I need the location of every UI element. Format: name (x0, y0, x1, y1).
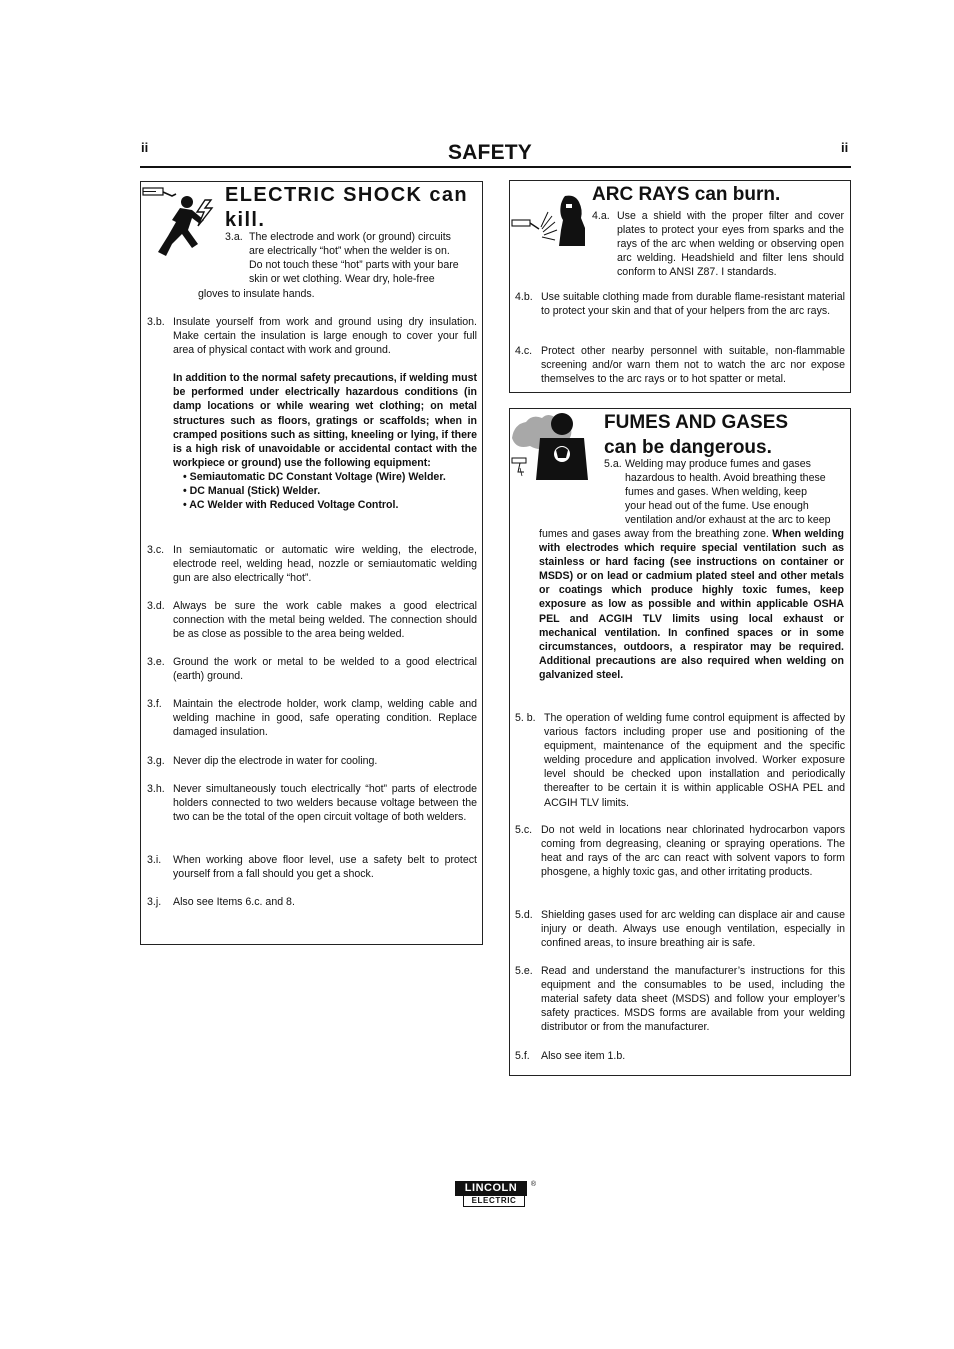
electric-shock-heading (225, 183, 477, 233)
item-5c-text: Do not weld in locations near chlorinated hydrocarbon vapors coming from degreasing, cleaning or spraying operations. The heat and rays of the arc can react with solvent vapors to form phosgene, a highly toxic gas, and other irritating products. (541, 824, 845, 879)
item-5e (515, 964, 845, 1034)
item-3b-warning: In addition to the normal safety precautions, if welding must be performed under electrically hazardous conditions (in damp locations or while wearing wet clothing; on metal structures such as floors, gratings or scaffolds; when in cramped positions such as sitting, kneeling or lying, if there is a high risk of unavoidable or accidental contact with the workpiece or ground) use the following equipment: (173, 372, 477, 469)
item-3i (147, 853, 477, 881)
item-4b (515, 290, 845, 318)
electric-shock-icon (142, 186, 222, 258)
item-4b-text: Use suitable clothing made from durable flame-resistant material to protect your skin and that of your helpers from the arc rays. (541, 291, 845, 318)
item-4b-label: 4.b. (515, 291, 533, 303)
item-3g (147, 754, 477, 768)
item-5b-label: 5. b. (515, 712, 536, 724)
electric-shock-heading-line2: kill. (225, 209, 266, 231)
item-5a (604, 457, 844, 527)
item-3j-label: 3.j. (147, 896, 162, 908)
lincoln-electric-logo (455, 1181, 536, 1207)
header-rule (140, 166, 851, 168)
item-5b (515, 711, 845, 810)
item-5a-line5: ventilation and/or exhaust at the arc to keep (625, 514, 831, 527)
item-3g-text: Never dip the electrode in water for cooling. (173, 755, 378, 767)
item-4c-text: Protect other nearby personnel with suitable, non-flammable screening and/or warn them not to watch the arc nor expose themselves to the arc rays or to hot spatter or metal. (541, 345, 845, 386)
item-3a-line1: The electrode and work (or ground) circuits (249, 231, 451, 243)
fumes-heading-line1: FUMES AND GASES (604, 412, 789, 433)
item-5a-line2: hazardous to health. Avoid breathing these (625, 472, 826, 485)
item-5e-text: Read and understand the manufacturer’s instructions for this equipment and the consumables to be used, including the material safety data sheet (MSDS) and follow your employer’s safety practices. MSDS forms are available from your welding distributor or from the manufacturer. (541, 965, 845, 1034)
arc-rays-icon (511, 194, 591, 248)
fumes-gases-icon (510, 410, 600, 482)
page-number-right: ii (841, 140, 849, 155)
item-5a-label: 5.a. (604, 458, 622, 470)
item-3e-label: 3.e. (147, 656, 165, 668)
item-5a-line3: fumes and gases. When welding, keep (625, 486, 807, 499)
item-4a (592, 209, 844, 279)
page-number-left: ii (141, 140, 149, 155)
item-3a-tail: gloves to insulate hands. (198, 288, 315, 300)
item-4a-text: Use a shield with the proper filter and cover plates to protect your eyes from sparks and the rays of the arc when welding or observing open arc welding. Headshield and filter lens should conform to ANSI Z87. I standards. (617, 210, 844, 279)
item-3j-text: Also see Items 6.c. and 8. (173, 896, 295, 908)
item-3j (147, 895, 477, 909)
item-3b (147, 315, 477, 512)
fumes-heading-line2: can be dangerous. (604, 437, 772, 458)
electric-shock-heading-line1: ELECTRIC SHOCK can (225, 184, 469, 206)
item-5a-continued (539, 527, 844, 682)
equipment-bullet-2: • DC Manual (Stick) Welder. (183, 485, 321, 498)
item-3a (225, 230, 477, 286)
item-3a-line2: are electrically “hot” when the welder is on. (249, 245, 450, 258)
item-5f-label: 5.f. (515, 1050, 530, 1062)
item-3h (147, 782, 477, 824)
item-5b-text: The operation of welding fume control equipment is affected by various factors including proper use and positioning of the equipment, maintenance of the equipment and the specific welding procedure and application involved. Worker exposure level should be checked upon installation and periodically thereafter to be certain it is within applicable OSHA PEL and ACGIH TLV limits. (544, 712, 845, 809)
item-3b-text: Insulate yourself from work and ground using dry insulation. Make certain the insulation is large enough to cover your full area of physical contact with work and ground. (173, 316, 477, 357)
logo-bottom-text: ELECTRIC (463, 1196, 525, 1207)
item-5a-line4: your head out of the fume. Use enough (625, 500, 809, 513)
item-3h-text: Never simultaneously touch electrically “hot” parts of electrode holders connected to two welders because voltage between the two can be the total of the open circuit voltage of both welders. (173, 783, 477, 824)
item-5a-warning: When welding with electrodes which require special ventilation such as stainless or hard facing (see instructions on container or MSDS) or on lead or cadmium plated steel and other metals or coatings which produce highly toxic fumes, keep exposure as low as possible and within applicable OSHA PEL and ACGIH TLV limits using local exhaust or mechanical ventilation. In confined spaces or in some circumstances, outdoors, a respirator may be required. Additional precautions are also required when welding on galvanized steel. (539, 528, 844, 681)
item-3a-line4: skin or wet clothing. Wear dry, hole-free (249, 273, 435, 286)
equipment-bullet-1: • Semiautomatic DC Constant Voltage (Wire) Welder. (183, 470, 446, 483)
item-5d-text: Shielding gases used for arc welding can displace air and cause injury or death. Always use enough ventilation, especially in confined areas, to insure breathing air is safe. (541, 909, 845, 950)
item-3c (147, 543, 477, 585)
item-3i-label: 3.i. (147, 854, 162, 866)
item-3e (147, 655, 477, 683)
item-3a-line3: Do not touch these “hot” parts with your bare (249, 259, 459, 272)
item-5f (515, 1049, 845, 1063)
item-5e-label: 5.e. (515, 965, 533, 977)
item-5c (515, 823, 845, 879)
page-title: SAFETY (447, 141, 533, 164)
item-5a-tail: fumes and gases away from the breathing zone. (539, 528, 769, 540)
item-4c (515, 344, 845, 386)
item-5f-text: Also see item 1.b. (541, 1050, 626, 1062)
logo-top-text: LINCOLN (455, 1181, 527, 1196)
item-3d-label: 3.d. (147, 600, 165, 612)
item-3f-label: 3.f. (147, 698, 162, 710)
item-5d (515, 908, 845, 950)
item-3c-label: 3.c. (147, 544, 165, 556)
item-3f (147, 697, 477, 739)
item-5a-line1: Welding may produce fumes and gases (625, 458, 811, 470)
item-5c-label: 5.c. (515, 824, 533, 836)
item-3d-text: Always be sure the work cable makes a good electrical connection with the metal being welded. The connection should be as close as possible to the area being welded. (173, 600, 477, 641)
item-4c-label: 4.c. (515, 345, 533, 357)
item-3d (147, 599, 477, 641)
item-5d-label: 5.d. (515, 909, 533, 921)
item-3c-text: In semiautomatic or automatic wire welding, the electrode, electrode reel, welding head, nozzle or semiautomatic welding gun are also electrically “hot”. (173, 544, 477, 585)
item-3g-label: 3.g. (147, 755, 165, 767)
item-3f-text: Maintain the electrode holder, work clamp, welding cable and welding machine in good, safe operating condition. Replace damaged insulation. (173, 698, 477, 739)
item-3e-text: Ground the work or metal to be welded to a good electrical (earth) ground. (173, 656, 477, 683)
item-3b-label: 3.b. (147, 316, 165, 328)
item-3a-label: 3.a. (225, 231, 243, 243)
item-4a-label: 4.a. (592, 210, 610, 222)
equipment-bullet-3: • AC Welder with Reduced Voltage Control. (183, 499, 399, 512)
item-3i-text: When working above floor level, use a safety belt to protect yourself from a fall should you get a shock. (173, 854, 477, 881)
logo-registered-mark: ® (530, 1181, 536, 1188)
item-3h-label: 3.h. (147, 783, 165, 795)
fumes-gases-heading (604, 410, 846, 460)
arc-rays-heading: ARC RAYS can burn. (592, 184, 781, 205)
